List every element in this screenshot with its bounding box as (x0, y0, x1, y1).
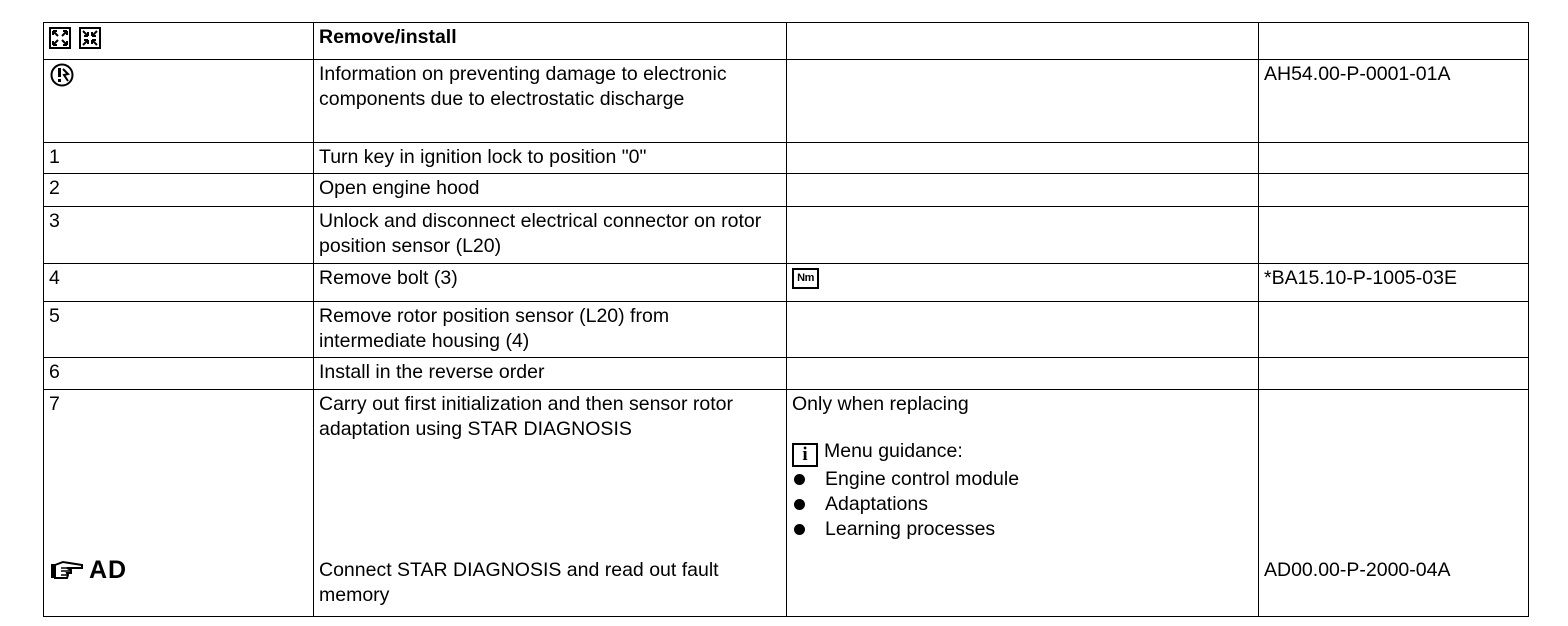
row-note (787, 174, 1259, 207)
menu-guidance-label: Menu guidance: (824, 440, 963, 462)
row-ref (1259, 302, 1529, 358)
row-text: Remove bolt (3) (314, 264, 787, 302)
menu-guidance-list (792, 467, 1253, 542)
row-text: Unlock and disconnect electrical connector on rotor position sensor (L20) (314, 207, 787, 264)
table-row (44, 302, 1529, 358)
row-ref (1259, 207, 1529, 264)
row-note (787, 60, 1259, 143)
ad-marker (49, 558, 127, 583)
row-note (787, 264, 1259, 302)
menu-guidance (792, 439, 1253, 467)
step-cell (44, 390, 314, 617)
table-row (44, 264, 1529, 302)
table-row (44, 207, 1529, 264)
table-row (44, 60, 1529, 143)
table-row (44, 358, 1529, 390)
row-ref (1259, 358, 1529, 390)
row-text: Remove rotor position sensor (L20) from intermediate housing (4) (314, 302, 787, 358)
row-note (787, 207, 1259, 264)
row-text: Open engine hood (314, 174, 787, 207)
table-row (44, 390, 1529, 617)
row-ref (1259, 143, 1529, 174)
step-cell: 2 (44, 174, 314, 207)
final-ref: AD00.00-P-2000-04A (1264, 559, 1451, 581)
row-text: Install in the reverse order (314, 358, 787, 390)
row-note (787, 143, 1259, 174)
row-note (787, 302, 1259, 358)
row-text: Turn key in ignition lock to position "0" (314, 143, 787, 174)
step-cell (44, 60, 314, 143)
torque-icon: Nm (792, 268, 819, 289)
step-cell: 5 (44, 302, 314, 358)
row-ref: AH54.00-P-0001-01A (1259, 60, 1529, 143)
header-icons-cell (44, 23, 314, 60)
install-icon (79, 27, 101, 49)
step-cell: 6 (44, 358, 314, 390)
header-empty-ref (1259, 23, 1529, 60)
note-text: Only when replacing (792, 393, 969, 415)
row-text: Information on preventing damage to electronic components due to electrostatic discharge (314, 60, 787, 143)
list-item: Learning processes (792, 517, 1253, 542)
step-cell: 3 (44, 207, 314, 264)
step-number: 7 (49, 393, 60, 415)
step-7-text: Carry out first initialization and then sensor rotor adaptation using STAR DIAGNOSIS (319, 393, 734, 440)
row-text (314, 390, 787, 617)
pointing-hand-icon (49, 560, 85, 582)
esd-warning-icon (49, 62, 75, 88)
header-empty-note (787, 23, 1259, 60)
row-note (787, 358, 1259, 390)
final-text: Connect STAR DIAGNOSIS and read out fault memory (319, 559, 719, 606)
table-row (44, 143, 1529, 174)
list-item: Engine control module (792, 467, 1253, 492)
info-icon: i (792, 443, 818, 467)
step-cell: 4 (44, 264, 314, 302)
ad-code: AD (89, 556, 128, 584)
header-title: Remove/install (314, 23, 787, 60)
row-ref (1259, 174, 1529, 207)
row-ref: *BA15.10-P-1005-03E (1259, 264, 1529, 302)
remove-icon (49, 27, 71, 49)
step-cell: 1 (44, 143, 314, 174)
table-row (44, 174, 1529, 207)
row-note (787, 390, 1259, 617)
procedure-table (43, 22, 1529, 617)
table-row-header (44, 23, 1529, 60)
row-ref (1259, 390, 1529, 617)
list-item: Adaptations (792, 492, 1253, 517)
